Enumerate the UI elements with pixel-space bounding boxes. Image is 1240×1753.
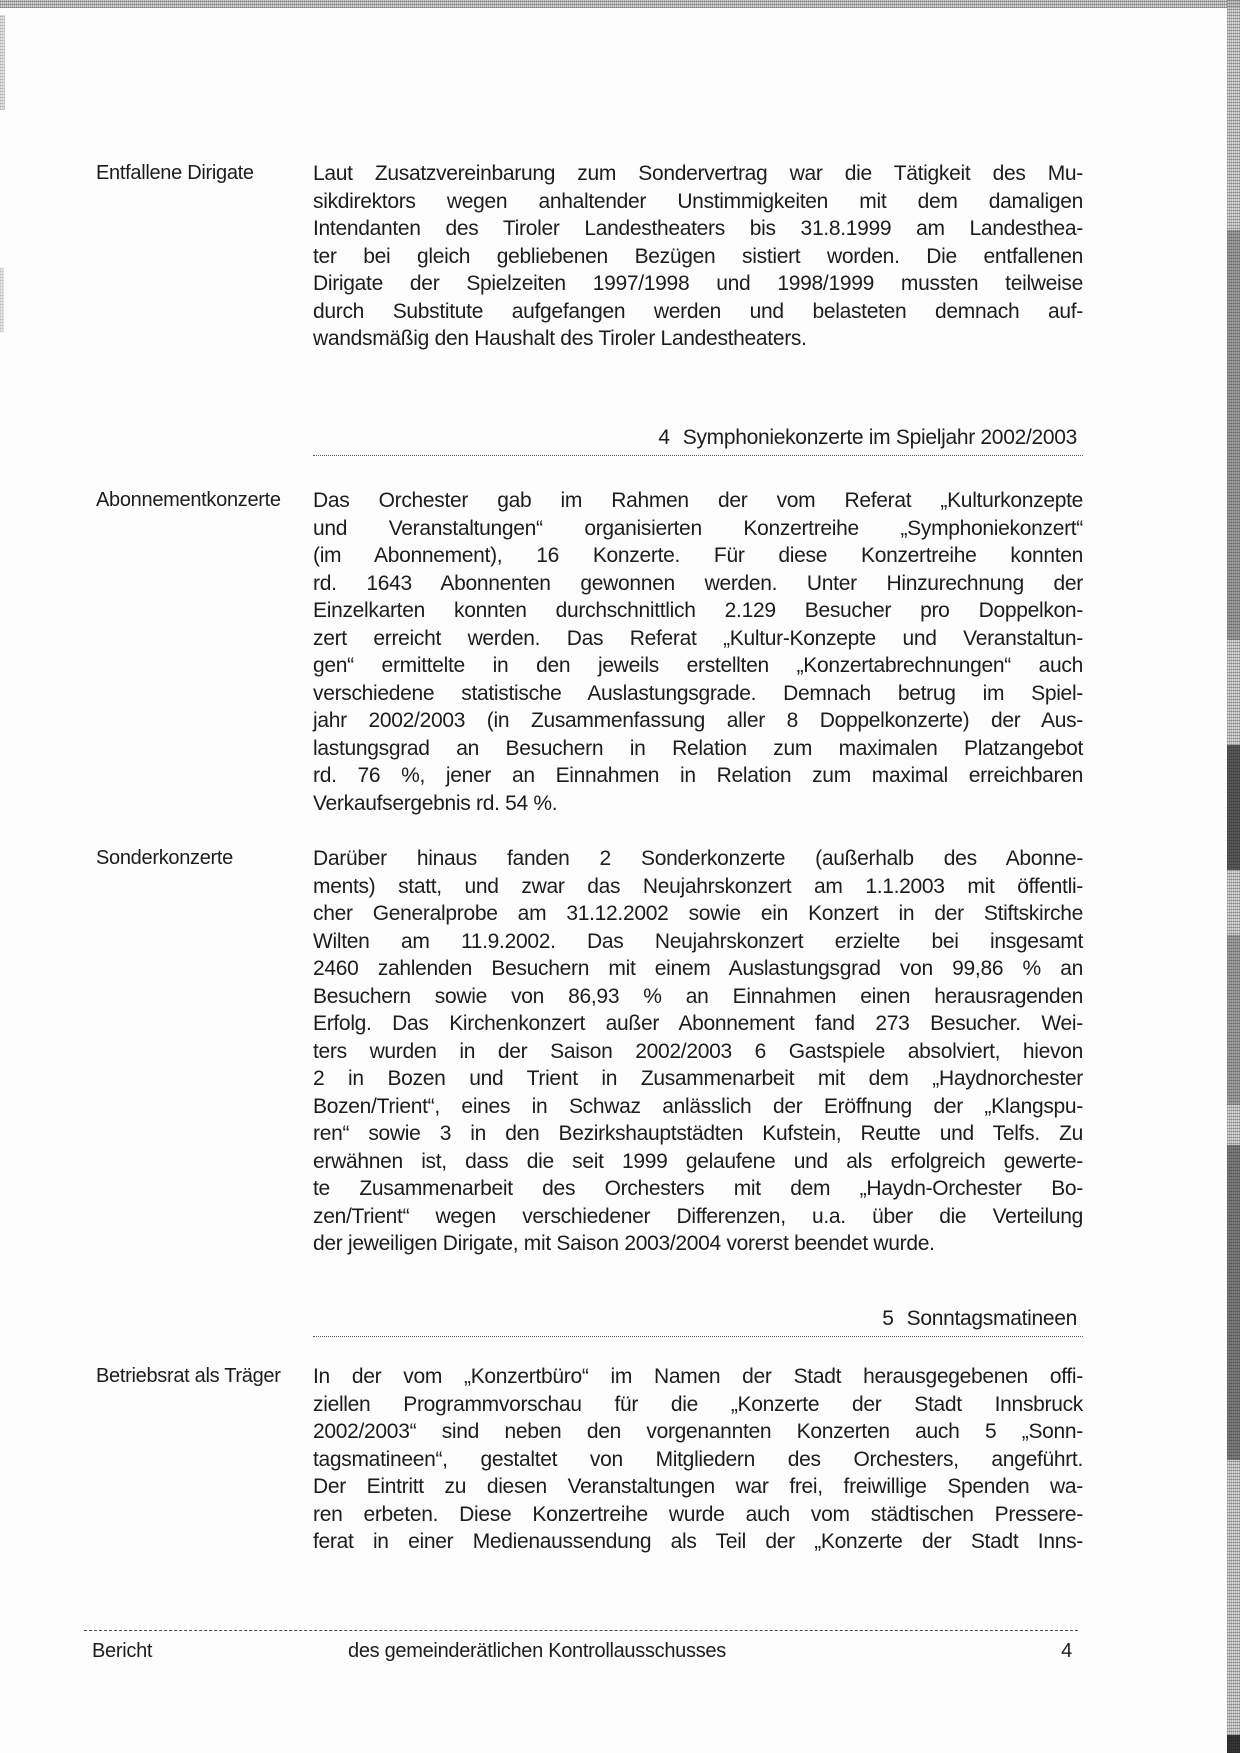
heading-title: Sonntagsmatineen [906,1307,1077,1330]
scan-artifact-right-blob [1227,745,1240,870]
margin-label-betriebsrat: Betriebsrat als Träger [96,1365,281,1387]
text-line: 2002/2003“ sind neben den vorgenannten Konzerten auch 5 „Sonn- [313,1420,1083,1443]
text-line: Besuchern sowie von 86,93 % an Einnahmen einen herausragenden [313,984,1083,1008]
text-line: jahr 2002/2003 (in Zusammenfassung aller 8 Doppelkonzerte) der Aus- [313,709,1083,732]
text-line: Bozen/Trient“, eines in Schwaz anlässlich der Eröffnung der „Klangspu- [313,1094,1083,1118]
text-line: Dirigate der Spielzeiten 1997/1998 und 1998/1999 mussten teilweise [313,272,1083,295]
text-line: rd. 76 %, jener an Einnahmen in Relation zum maximal erreichbaren [313,764,1083,787]
paragraph-abonnementkonzerte [313,487,1083,817]
footer-committee-label: des gemeinderätlichen Kontrollausschusses [348,1640,726,1662]
page-footer [84,1630,1078,1662]
scan-artifact-left-edge [0,15,5,110]
text-line: te Zusammenarbeit des Orchesters mit dem „Haydn-Orchester Bo- [313,1177,1083,1200]
footer-page-number: 4 [1061,1640,1072,1662]
section-heading-5 [313,1306,1083,1337]
text-line: ren“ sowie 3 in den Bezirkshauptstädten Kufstein, Reutte und Telfs. Zu [313,1122,1083,1145]
text-line: sikdirektors wegen anhaltender Unstimmigkeiten mit dem damaligen [313,189,1083,213]
text-line: erwähnen ist, dass die seit 1999 gelaufene und als erfolgreich gewerte- [313,1149,1083,1173]
margin-label-entfallene-dirigate: Entfallene Dirigate [96,162,254,184]
heading-number: 4 [658,426,670,449]
text-line: ren erbeten. Diese Konzertreihe wurde auch vom städtischen Pressere- [313,1502,1083,1526]
text-line: Wilten am 11.9.2002. Das Neujahrskonzert erzielte bei insgesamt [313,929,1083,953]
text-line: wandsmäßig den Haushalt des Tiroler Landestheaters. [313,327,807,350]
text-line: (im Abonnement), 16 Konzerte. Für diese Konzertreihe konnten [313,544,1083,567]
heading-number: 5 [882,1307,894,1330]
text-line: cher Generalprobe am 31.12.2002 sowie ein Konzert in der Stiftskirche [313,902,1083,925]
text-line: Einzelkarten konnten durchschnittlich 2.129 Besucher pro Doppelkon- [313,599,1083,622]
text-line: lastungsgrad an Besuchern in Relation zum maximalen Platzangebot [313,736,1083,760]
text-line: der jeweiligen Dirigate, mit Saison 2003/2004 vorerst beendet wurde. [313,1232,935,1255]
text-line: Laut Zusatzvereinbarung zum Sondervertrag war die Tätigkeit des Mu- [313,162,1083,185]
text-line: zen/Trient“ wegen verschiedener Differenzen, u.a. über die Verteilung [313,1204,1083,1228]
text-line: gen“ ermittelte in den jeweils erstellten „Konzertabrechnungen“ auch [313,654,1083,677]
scan-artifact-right-blob [1227,1145,1240,1460]
text-line: tagsmatineen“, gestaltet von Mitgliedern des Orchesters, angeführt. [313,1447,1083,1471]
text-line: ter bei gleich gebliebenen Bezügen sistiert worden. Die entfallenen [313,244,1083,268]
text-line: Erfolg. Das Kirchenkonzert außer Abonnement fand 273 Besucher. Wei- [313,1012,1083,1035]
text-line: und Veranstaltungen“ organisierten Konzertreihe „Symphoniekonzert“ [313,516,1083,540]
text-line: In der vom „Konzertbüro“ im Namen der Stadt herausgegebenen offi- [313,1365,1083,1388]
footer-report-label: Bericht [92,1640,153,1662]
text-line: ters wurden in der Saison 2002/2003 6 Gastspiele absolviert, hievon [313,1039,1083,1063]
text-line: Intendanten des Tiroler Landestheaters bis 31.8.1999 am Landesthea- [313,217,1083,240]
section-heading-4 [313,425,1083,456]
text-line: Der Eintritt zu diesen Veranstaltungen war frei, freiwillige Spenden wa- [313,1475,1083,1498]
text-line: durch Substitute aufgefangen werden und belasteten demnach auf- [313,299,1083,323]
text-line: 2460 zahlenden Besuchern mit einem Auslastungsgrad von 99,86 % an [313,957,1083,980]
text-line: rd. 1643 Abonnenten gewonnen werden. Unter Hinzurechnung der [313,571,1083,595]
scan-artifact-right-blob [1227,230,1240,640]
scan-artifact-top-edge [0,0,1240,8]
text-line: ments) statt, und zwar das Neujahrskonzert am 1.1.2003 mit öffentli- [313,874,1083,898]
text-line: Darüber hinaus fanden 2 Sonderkonzerte (außerhalb des Abonne- [313,847,1083,870]
margin-label-abonnementkonzerte: Abonnementkonzerte [96,489,281,511]
heading-title: Symphoniekonzerte im Spieljahr 2002/2003 [682,426,1077,449]
scan-artifact-right-blob [1227,935,1240,1105]
paragraph-entfallene-dirigate [313,160,1083,353]
text-line: 2 in Bozen und Trient in Zusammenarbeit mit dem „Haydnorchester [313,1067,1083,1090]
text-line: ferat in einer Medienaussendung als Teil der „Konzerte der Stadt Inns- [313,1530,1083,1553]
scan-artifact-right-blob [1227,1735,1240,1753]
text-line: Das Orchester gab im Rahmen der vom Referat „Kulturkonzepte [313,489,1083,512]
text-line: ziellen Programmvorschau für die „Konzerte der Stadt Innsbruck [313,1392,1083,1416]
paragraph-betriebsrat [313,1363,1083,1556]
text-line: verschiedene statistische Auslastungsgrade. Demnach betrug im Spiel- [313,681,1083,705]
margin-label-sonderkonzerte: Sonderkonzerte [96,847,234,869]
text-line: Verkaufsergebnis rd. 54 %. [313,791,558,815]
text-line: zert erreicht werden. Das Referat „Kultur-Konzepte und Veranstaltun- [313,626,1083,650]
scan-artifact-left-edge [0,268,4,332]
paragraph-sonderkonzerte [313,845,1083,1258]
